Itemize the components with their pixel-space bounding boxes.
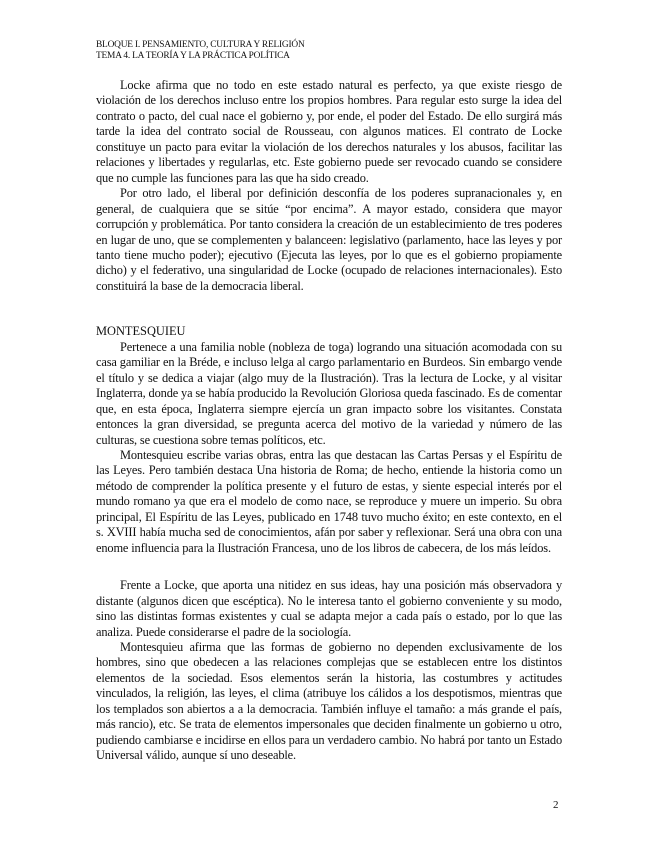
section-heading: MONTESQUIEU xyxy=(96,324,186,339)
paragraph: Montesquieu escribe varias obras, entra las que destacan las Cartas Persas y el Espíritu de las Leyes. Pero también destaca Una historia de Roma; de hecho, entiende la historia como un método de comprender la política presente y el futuro de estas, y siente especial interés por el mundo romano ya que era el modelo de como nace, se reproduce y muere un imperio. Su obra principal, El Espíritu de las Leyes, publicado en 1748 tuvo mucho éxito; en este contexto, en el s. XVIII había mucha sed de conocimientos, afán por saber y reflexionar. Será una obra con una enome influencia para la Ilustración Francesa, uno de los libros de cabecera, de los más leídos. xyxy=(96,447,562,555)
page-header xyxy=(96,40,556,62)
header-topic-title: TEMA 4. LA TEORÍA Y LA PRÁCTICA POLÍTICA xyxy=(96,51,290,61)
spacer xyxy=(96,556,562,578)
document-body xyxy=(96,78,562,764)
paragraph: Por otro lado, el liberal por definición desconfía de los poderes supranacionales y, en general, de cualquiera que se sitúe “por encima”. A mayor estado, considera que mayor corrupción y problemática. Por tanto considera la creación de un establecimiento de tres poderes en lugar de uno, que se complementen y balanceen: legislativo (parlamento, hace las leyes y por tanto tiene mucho poder); ejecutivo (Ejecuta las leyes, por lo que es el gobierno propiamente dicho) y el federativo, una singularidad de Locke (ocupado de relaciones internacionales). Esto constituirá la base de la democracia liberal. xyxy=(96,186,562,293)
paragraph: Locke afirma que no todo en este estado natural es perfecto, ya que existe riesgo de violación de los derechos incluso entre los propios hombres. Para regular esto surge la idea del contrato o pacto, del cual nace el gobierno y, por ende, el poder del Estado. De ello surgirá más tarde la idea del contrato social de Rousseau, con algunos matices. El contrato de Locke constituye un pacto para evitar la violación de los derechos naturales y los abusos, facilitar las relaciones y libertades y regularlas, etc. Este gobierno puede ser revocado cuando se considere que no cumple las funciones para las que ha sido creado. xyxy=(96,78,562,185)
montesquieu-section xyxy=(96,324,562,763)
locke-section xyxy=(96,78,562,294)
paragraph: Frente a Locke, que aporta una nitidez en sus ideas, hay una posición más observadora y distante (algunos dicen que escéptica). No le interesa tanto el gobierno conveniente y su modo, sino las distintas formas existentes y cual se adapta mejor a cada país o estado, por lo que las analiza. Puede considerarse el padre de la sociología. xyxy=(96,578,562,639)
paragraph: Montesquieu afirma que las formas de gobierno no dependen exclusivamente de los hombres, sino que obedecen a las relaciones complejas que se establecen entre los distintos elementos de la sociedad. Esos elementos serán la historia, las costumbres y actitudes vinculados, la religión, las leyes, el clima (atribuye los cálidos a los despotismos, mientras que los templados son abiertos a a la democracia. También influye el tamaño: a más grande el país, más rancio), etc. Se trata de elementos impersonales que deciden finalmente un gobierno u otro, pudiendo cambiarse e incidirse en ellos para un verdadero cambio. No habrá por tanto un Estado Universal válido, aunque sí uno deseable. xyxy=(96,639,562,763)
page-number: 2 xyxy=(553,799,559,811)
spacer xyxy=(96,294,562,324)
header-block-title: BLOQUE I. PENSAMIENTO, CULTURA Y RELIGIÓN xyxy=(96,40,305,50)
paragraph: Pertenece a una familia noble (nobleza de toga) logrando una situación acomodada con su casa gamiliar en la Bréde, e incluso lelga al cargo parlamentario en Burdeos. Sin embargo vende el título y se dedica a viajar (algo muy de la Ilustración). Tras la lectura de Locke, y al visitar Inglaterra, donde ya se había producido la Revolución Gloriosa queda fascinado. Es de comentar que, en esta época, Inglaterra siempre ejercía un gran impacto sobre los visitantes. Constata entonces la gran diversidad, se pregunta acerca del motivo de la variedad y número de las culturas, se cuestiona sobre temas políticos, etc. xyxy=(96,339,562,447)
